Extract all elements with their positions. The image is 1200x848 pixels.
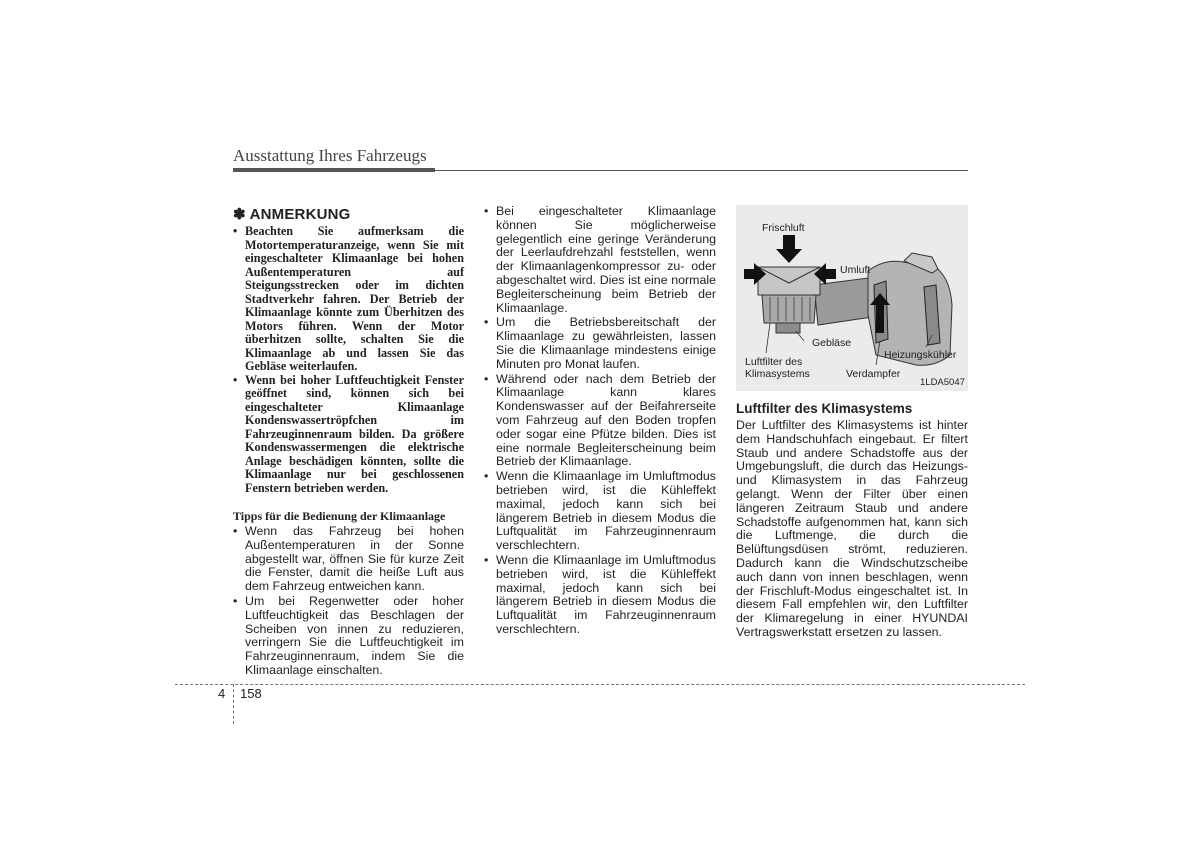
label-luftfilter: Luftfilter des Klimasystems xyxy=(745,356,810,380)
tips-item: • Um bei Regenwetter oder hoher Luftfeuchtigkeit das Beschlagen der Scheiben von innen zu reduzieren, verringern Sie die Luftfeuchtigkeit im Fahrzeuginnenraum, indem Sie die Klimaanlage einschalten. xyxy=(233,595,464,678)
label-verdampfer: Verdampfer xyxy=(846,368,901,380)
label-heizungskuehler: Heizungskühler xyxy=(884,349,957,361)
label-umluft: Umluft xyxy=(840,264,871,276)
header-rule-thick xyxy=(233,168,435,172)
section-title: Luftfilter des Klimasystems xyxy=(736,401,913,416)
tips-title: Tipps für die Bedienung der Klimaanlage xyxy=(233,509,446,523)
middle-list xyxy=(484,205,716,637)
middle-item: • Bei eingeschalteter Klimaanlage können Sie möglicherweise gelegentlich eine geringe Veränderung der Leerlaufdrehzahl feststellen, wenn der Klimaanlagenkompressor zu- oder abgeschaltet wird. Dies ist eine normale Begleiterscheinung beim Betrieb der Klimaanlage. xyxy=(484,205,716,315)
figure-code: 1LDA5047 xyxy=(920,377,965,388)
section-number: 4 xyxy=(218,686,226,701)
header-rule-thin xyxy=(435,170,968,171)
air-filter-diagram xyxy=(736,205,968,391)
middle-item: • Um die Betriebsbereitschaft der Klimaanlage zu gewährleisten, lassen Sie die Klimaanlage mindestens einige Minuten pro Monat laufen. xyxy=(484,316,716,371)
label-geblaese: Gebläse xyxy=(812,337,852,349)
right-column xyxy=(736,205,968,640)
footer-rule xyxy=(175,684,1025,685)
middle-item: • Wenn die Klimaanlage im Umluftmodus betrieben wird, ist die Kühleffekt maximal, jedoch kann sich bei längerem Betrieb in diesem Modus die Luftqualität im Fahrzeuginnenraum verschlechtern. xyxy=(484,554,716,637)
note-list xyxy=(233,225,464,495)
note-item: • Wenn bei hoher Luftfeuchtigkeit Fenster geöffnet sind, können sich bei eingeschalteter Klimaanlage Kondenswassertröpfchen im Fahrzeuginnenraum bilden. Da größere Kondenswassermengen die elektrische Anlage beschädigen könnten, sollte die Klimaanlage nur bei geschlossenen Fenstern betrieben werden. xyxy=(233,374,464,496)
tips-item: • Wenn das Fahrzeug bei hohen Außentemperaturen in der Sonne abgestellt war, öffnen Sie für kurze Zeit die Fenster, damit die heiße Luft aus dem Fahrzeug entweichen kann. xyxy=(233,525,464,594)
middle-item: • Während oder nach dem Betrieb der Klimaanlage kann klares Kondenswasser auf der Beifahrerseite vom Fahrzeug auf den Boden tropfen oder sogar eine Pfütze bilden. Dies ist eine normale Begleiterscheinung beim Betrieb der Klimaanlage. xyxy=(484,373,716,470)
note-title: ✽ ANMERKUNG xyxy=(233,206,351,223)
page-header-title: Ausstattung Ihres Fahrzeugs xyxy=(233,146,427,165)
middle-item: • Wenn die Klimaanlage im Umluftmodus betrieben wird, ist die Kühleffekt maximal, jedoch kann sich bei längerem Betrieb in diesem Modus die Luftqualität im Fahrzeuginnenraum verschlechtern. xyxy=(484,470,716,553)
footer-divider xyxy=(233,684,234,724)
tips-list xyxy=(233,525,464,678)
section-text: Der Luftfilter des Klimasystems ist hinter dem Handschuhfach eingebaut. Er filtert Staub und andere Schadstoffe aus der Umgebungsluft, die durch das Heizungs- und Klimasystem in das Fahrzeug gelangt. Wenn der Filter über einen längeren Zeitraum Staub und andere Schadstoffe aufgenommen hat, kann sich die Luftmenge, die durch die Belüftungsdüsen strömt, reduzieren. Dadurch kann die Windschutzscheibe auch dann von innen beschlagen, wenn der Frischluft-Modus eingeschaltet ist. In diesem Fall empfehlen wir, den Luftfilter der Klimaregelung in einer HYUNDAI Vertragswerkstatt ersetzen zu lassen. xyxy=(736,418,968,639)
note-item: • Beachten Sie aufmerksam die Motortemperaturanzeige, wenn Sie mit eingeschalteter Klimaanlage bei hohen Außentemperaturen auf Steigungsstrecken oder im dichten Stadtverkehr fahren. Der Betrieb der Klimaanlage könnte zum Überhitzen des Motors führen. Wenn der Motor überhitzen sollte, schalten Sie die Klimaanlage ab und lassen Sie das Gebläse weiterlaufen. xyxy=(233,225,464,374)
middle-column xyxy=(484,205,716,638)
page-number: 158 xyxy=(240,686,262,701)
left-column xyxy=(233,205,464,679)
label-frischluft: Frischluft xyxy=(762,222,805,234)
